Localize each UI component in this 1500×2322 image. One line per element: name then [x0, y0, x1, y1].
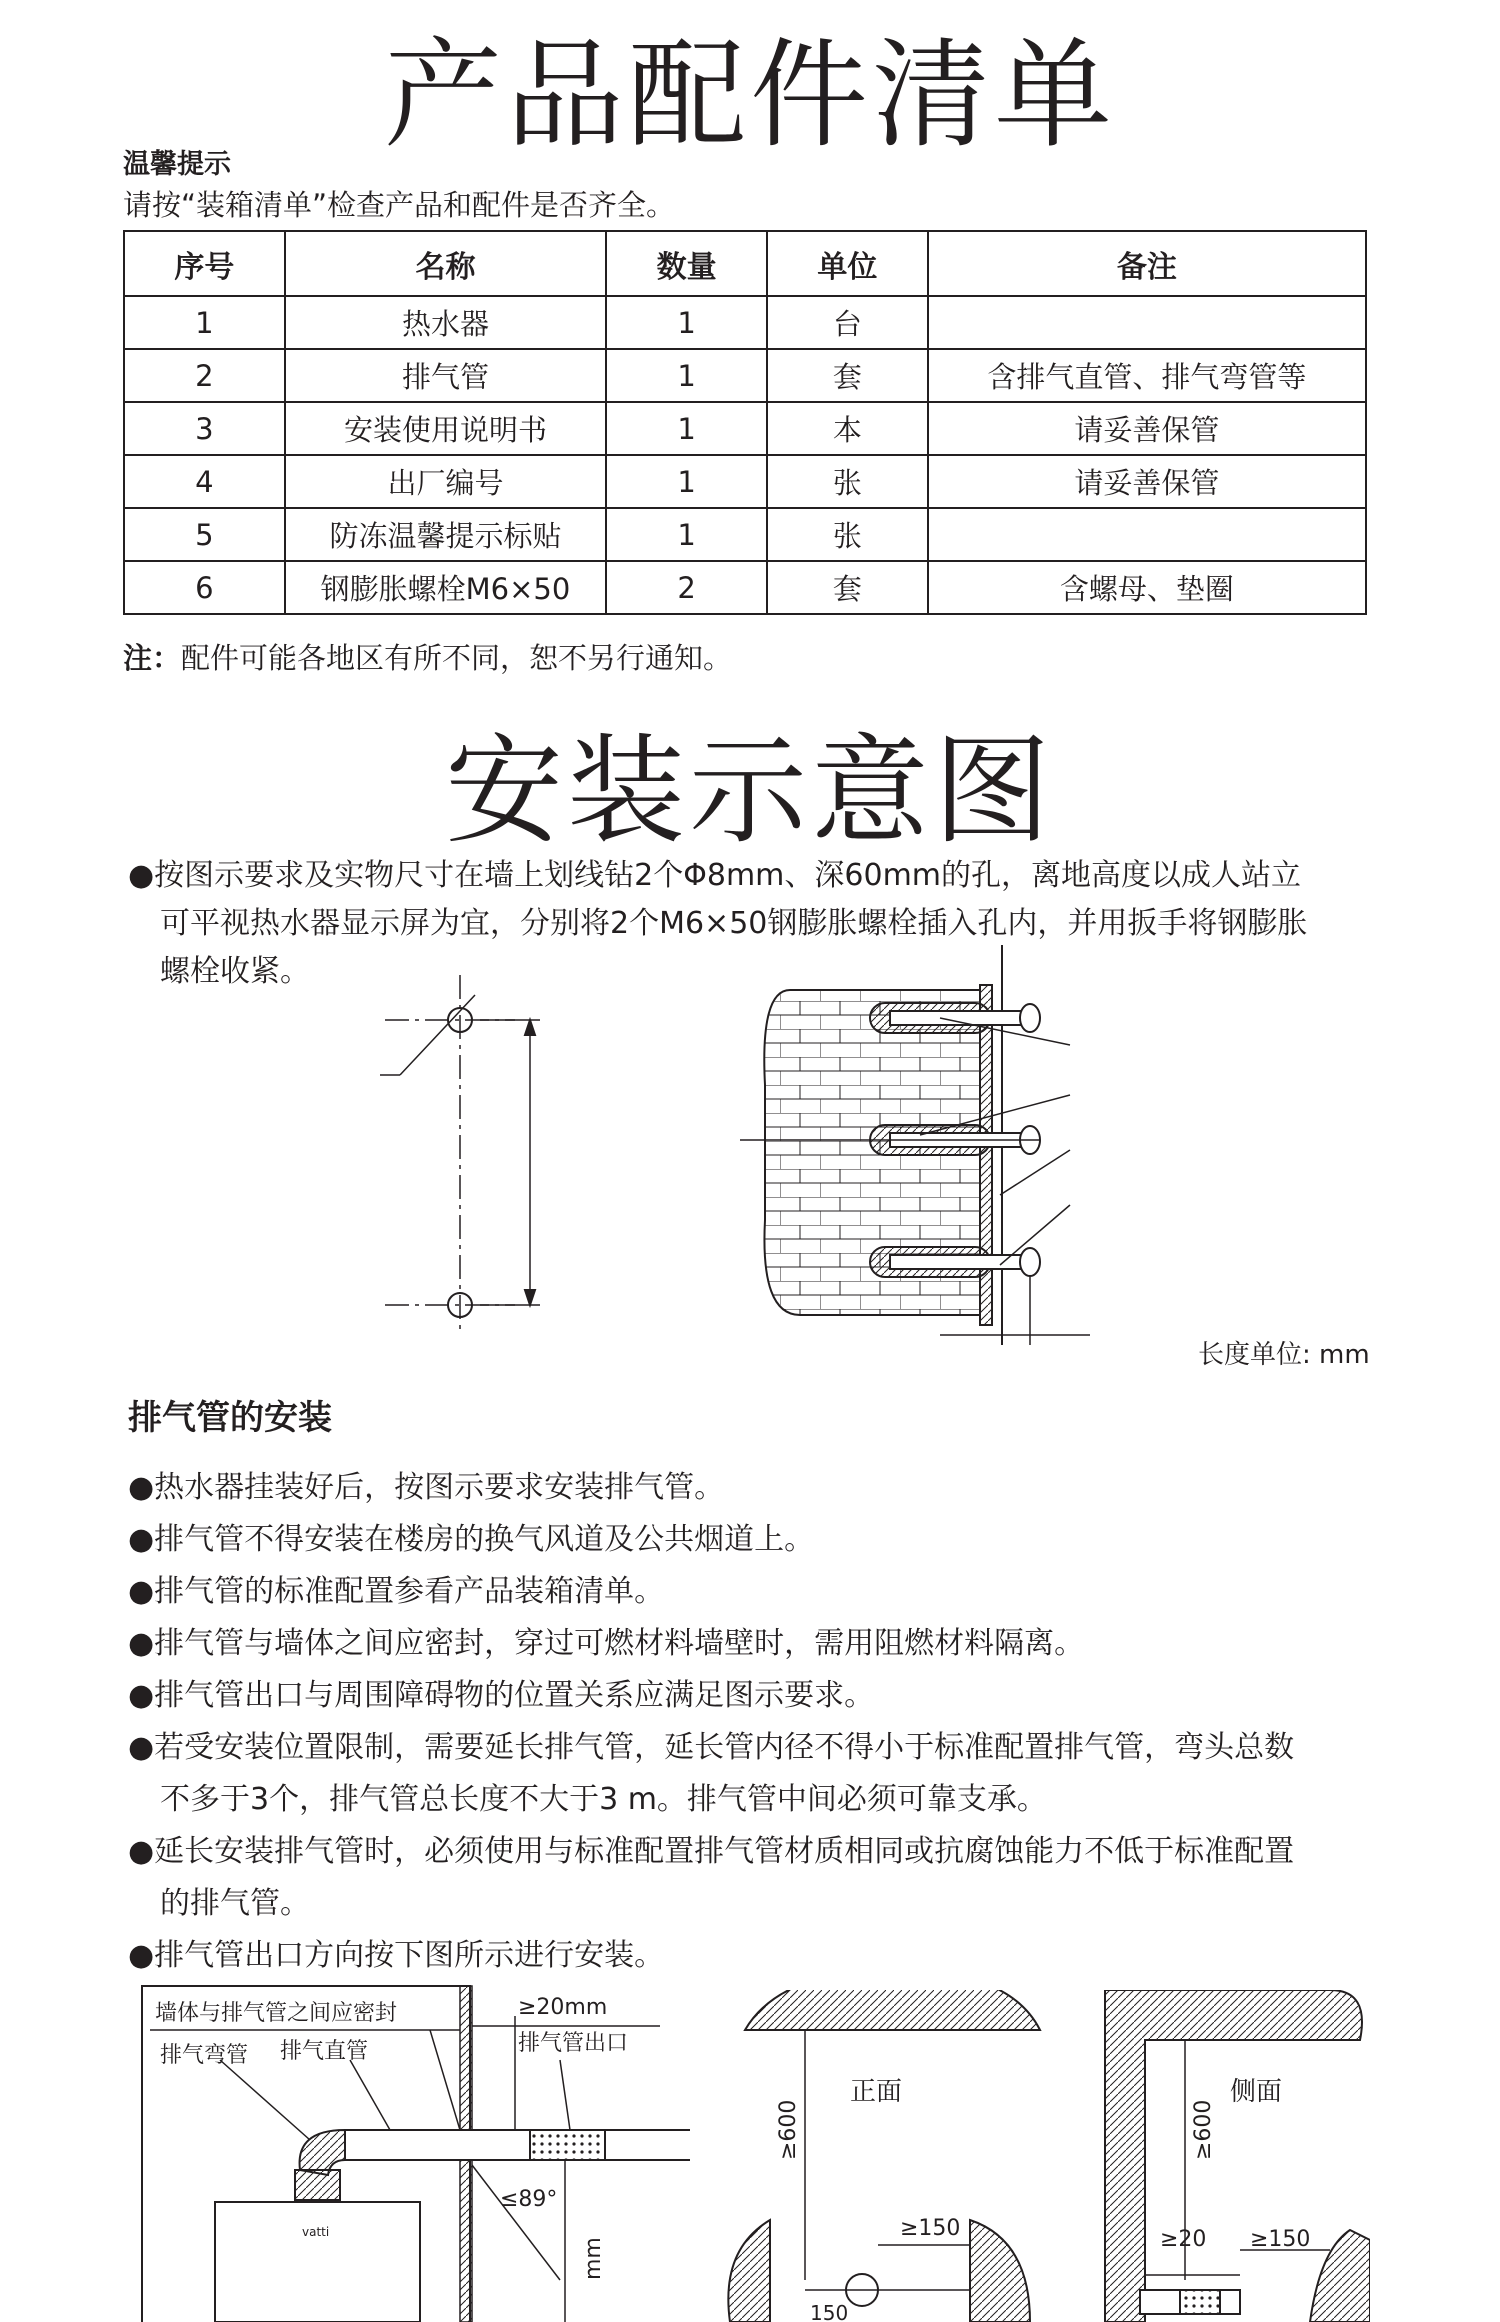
cell-remark: 请妥善保管	[928, 402, 1366, 455]
table-row	[124, 402, 1366, 455]
elbow-pipe-label: 排气弯管	[160, 2043, 249, 2068]
cell-unit: 套	[767, 561, 928, 614]
header-index: 序号	[124, 231, 285, 296]
cell-unit: 本	[767, 402, 928, 455]
cell-index: 2	[124, 349, 285, 402]
cell-name: 出厂编号	[285, 455, 607, 508]
cell-index: 6	[124, 561, 285, 614]
cell-index: 1	[124, 296, 285, 349]
cell-remark: 含排气直管、排气弯管等	[928, 349, 1366, 402]
cell-quantity: 1	[606, 402, 767, 455]
front-view-label: 正面	[850, 2077, 903, 2107]
list-item: ●延长安装排气管时，必须使用与标准配置排气管材质相同或抗腐蚀能力不低于标准配置	[128, 1834, 1295, 1869]
side-min-600-label: ≥600	[1191, 2099, 1216, 2160]
paragraph-line: ●按图示要求及实物尺寸在墙上划线钻2个Φ8mm、深60mm的孔，离地高度以成人站立	[128, 858, 1302, 893]
list-item: ●排气管的标准配置参看产品装箱清单。	[128, 1574, 665, 1609]
cell-quantity: 1	[606, 349, 767, 402]
front-min-600-label: ≥600	[776, 2099, 801, 2160]
list-item: ●排气管出口与周围障碍物的位置关系应满足图示要求。	[128, 1678, 875, 1713]
list-item: 不多于3个，排气管总长度不大于3 m。排气管中间必须可靠支承。	[160, 1782, 1047, 1817]
header-unit: 单位	[767, 231, 928, 296]
bolt-section-figure	[740, 945, 1260, 1355]
seal-label: 墙体与排气管之间应密封	[155, 2001, 398, 2026]
outlet-clearance-figure	[710, 1990, 1370, 2322]
front-150-label: 150	[810, 2301, 849, 2322]
table-header-row	[124, 231, 1366, 296]
cell-index: 4	[124, 455, 285, 508]
cell-unit: 台	[767, 296, 928, 349]
cell-name: 安装使用说明书	[285, 402, 607, 455]
list-item: ●热水器挂装好后，按图示要求安装排气管。	[128, 1470, 725, 1505]
cell-name: 钢膨胀螺栓M6×50	[285, 561, 607, 614]
note-text: 配件可能各地区有所不同，恕不另行通知。	[181, 641, 733, 675]
table-row	[124, 561, 1366, 614]
cell-index: 5	[124, 508, 285, 561]
list-item: ●排气管与墙体之间应密封，穿过可燃材料墙壁时，需用阻燃材料隔离。	[128, 1626, 1085, 1661]
pipe-outlet-label: 排气管出口	[518, 2031, 629, 2056]
cell-name: 防冻温馨提示标贴	[285, 508, 607, 561]
parts-table	[123, 230, 1367, 615]
min-20mm-label: ≥20mm	[518, 1995, 608, 2020]
list-item: ●排气管不得安装在楼房的换气风道及公共烟道上。	[128, 1522, 815, 1557]
cell-remark	[928, 508, 1366, 561]
table-note	[123, 636, 732, 677]
list-item: ●排气管出口方向按下图所示进行安装。	[128, 1938, 665, 1973]
cell-quantity: 2	[606, 561, 767, 614]
list-item: 的排气管。	[160, 1886, 310, 1921]
cell-quantity: 1	[606, 296, 767, 349]
paragraph-line: 螺栓收紧。	[160, 954, 310, 989]
header-remark: 备注	[928, 231, 1366, 296]
cell-unit: 张	[767, 508, 928, 561]
unit-note: 长度单位: mm	[1198, 1340, 1370, 1370]
front-min-150-label: ≥150	[900, 2216, 961, 2241]
header-quantity: 数量	[606, 231, 767, 296]
header-name: 名称	[285, 231, 607, 296]
parts-list-title: 产品配件清单	[383, 26, 1116, 164]
exhaust-install-figure	[130, 1980, 690, 2322]
side-min-20-label: ≥20	[1160, 2227, 1207, 2252]
side-view-label: 侧面	[1230, 2077, 1283, 2107]
tip-title: 温馨提示	[123, 149, 231, 180]
list-item: ●若受安装位置限制，需要延长排气管，延长管内径不得小于标准配置排气管，弯头总数	[128, 1730, 1295, 1765]
cell-remark: 含螺母、垫圈	[928, 561, 1366, 614]
table-row	[124, 508, 1366, 561]
exhaust-pipe-title: 排气管的安装	[128, 1398, 332, 1438]
table-row	[124, 455, 1366, 508]
height-mm-label: mm	[581, 2237, 606, 2280]
straight-pipe-label: 排气直管	[280, 2039, 369, 2064]
cell-name: 排气管	[285, 349, 607, 402]
table-row	[124, 296, 1366, 349]
max-angle-label: ≤89°	[500, 2187, 558, 2212]
heater-brand: vatti	[302, 2225, 330, 2239]
cell-remark	[928, 296, 1366, 349]
cell-remark: 请妥善保管	[928, 455, 1366, 508]
cell-quantity: 1	[606, 455, 767, 508]
installation-diagram-title: 安装示意图	[444, 722, 1055, 860]
side-min-150-label: ≥150	[1250, 2227, 1311, 2252]
note-label: 注：	[123, 641, 182, 675]
paragraph-line: 可平视热水器显示屏为宜，分别将2个M6×50钢膨胀螺栓插入孔内，并用扳手将钢膨胀	[160, 906, 1308, 941]
table-row	[124, 349, 1366, 402]
cell-unit: 张	[767, 455, 928, 508]
hole-dimension-figure	[380, 975, 600, 1335]
tip-text: 请按“装箱清单”检查产品和配件是否齐全。	[123, 188, 676, 222]
cell-quantity: 1	[606, 508, 767, 561]
cell-unit: 套	[767, 349, 928, 402]
cell-name: 热水器	[285, 296, 607, 349]
cell-index: 3	[124, 402, 285, 455]
